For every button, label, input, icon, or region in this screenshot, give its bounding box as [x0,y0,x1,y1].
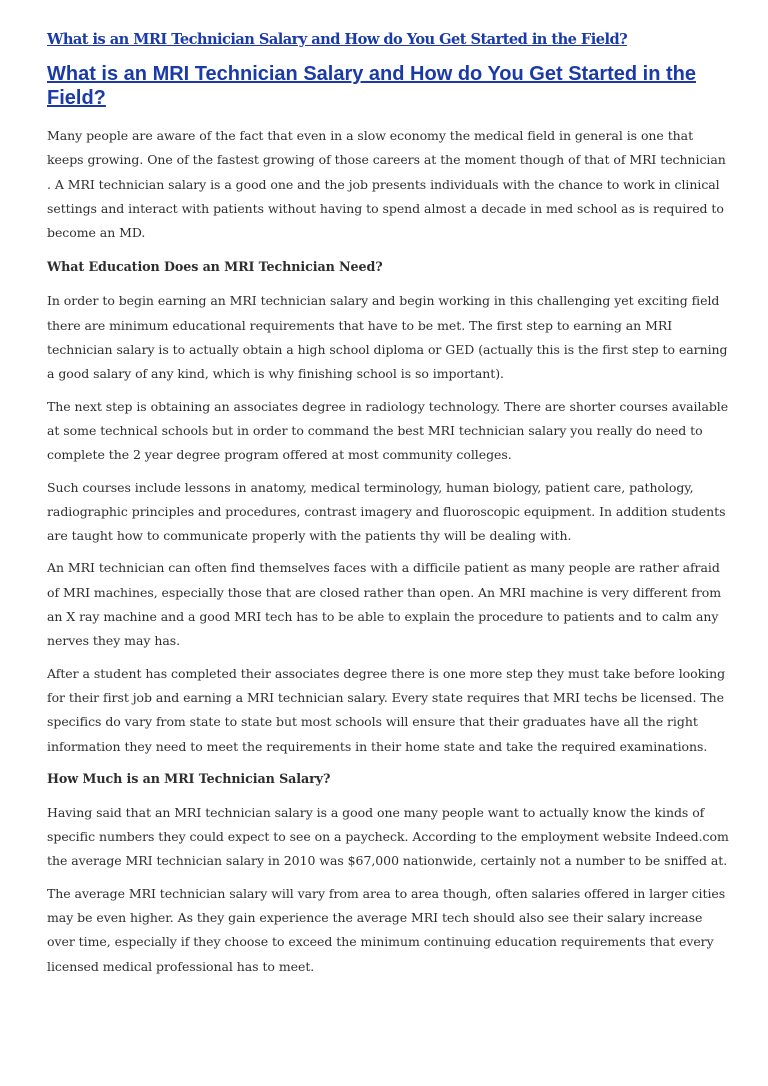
article-title[interactable]: What is an MRI Technician Salary and How do You Get Started in the Field? [47,63,696,109]
education-paragraph-5: After a student has completed their associates degree there is one more step they must take before looking for their first job and earning a MRI technician salary. Every state requires that MRI techs be licensed. The specifics do vary from state to state but most schools will ensure that their graduates have all the right information they need to meet the requirements in their home state and take the required examinations. [47,665,726,754]
education-paragraph-2: The next step is obtaining an associates degree in radiology technology. There are shorter courses available at some technical schools but in order to command the best MRI technician salary you really do need to complete the 2 year degree program offered at most community colleges. [47,398,729,463]
education-paragraph-4: An MRI technician can often find themselves faces with a difficile patient as many people are rather afraid of MRI machines, especially those that are closed rather than open. An MRI machine is very different from an X ray machine and a good MRI tech has to be able to explain the procedure to patients and to calm any nerves they may has. [47,560,722,649]
education-paragraph-3: Such courses include lessons in anatomy, medical terminology, human biology, patient care, pathology, radiographic principles and procedures, contrast imagery and fluoroscopic equipment. In addition students are taught how to communicate properly with the patients thy will be dealing with. [47,479,726,544]
document-page [47,30,731,979]
header-link[interactable]: What is an MRI Technician Salary and How do You Get Started in the Field? [47,31,628,48]
salary-paragraph-2: The average MRI technician salary will vary from area to area though, often salaries offered in larger cities may be even higher. As they gain experience the average MRI tech should also see their salary increase over time, especially if they choose to exceed the minimum continuing education requirements that every licensed medical professional has to meet. [47,885,726,974]
intro-paragraph: Many people are aware of the fact that even in a slow economy the medical field in general is one that keeps growing. One of the fastest growing of those careers at the moment though of that of MRI technician . A MRI technician salary is a good one and the job presents individuals with the chance to work in clinical settings and interact with patients without having to spend almost a decade in med school as is required to become an MD. [47,128,726,241]
education-paragraph-1: In order to begin earning an MRI technician salary and begin working in this challenging yet exciting field there are minimum educational requirements that have to be met. The first step to earning an MRI technician salary is to actually obtain a high school diploma or GED (actually this is the first step to earning a good salary of any kind, which is why finishing school is so important). [47,293,728,382]
salary-heading: How Much is an MRI Technician Salary? [47,770,331,786]
education-heading: What Education Does an MRI Technician Need? [47,259,383,275]
salary-paragraph-1: Having said that an MRI technician salary is a good one many people want to actually know the kinds of specific numbers they could expect to see on a paycheck. According to the employment website Indeed.com the average MRI technician salary in 2010 was $67,000 nationwide, certainly not a number to be sniffed at. [47,804,729,869]
